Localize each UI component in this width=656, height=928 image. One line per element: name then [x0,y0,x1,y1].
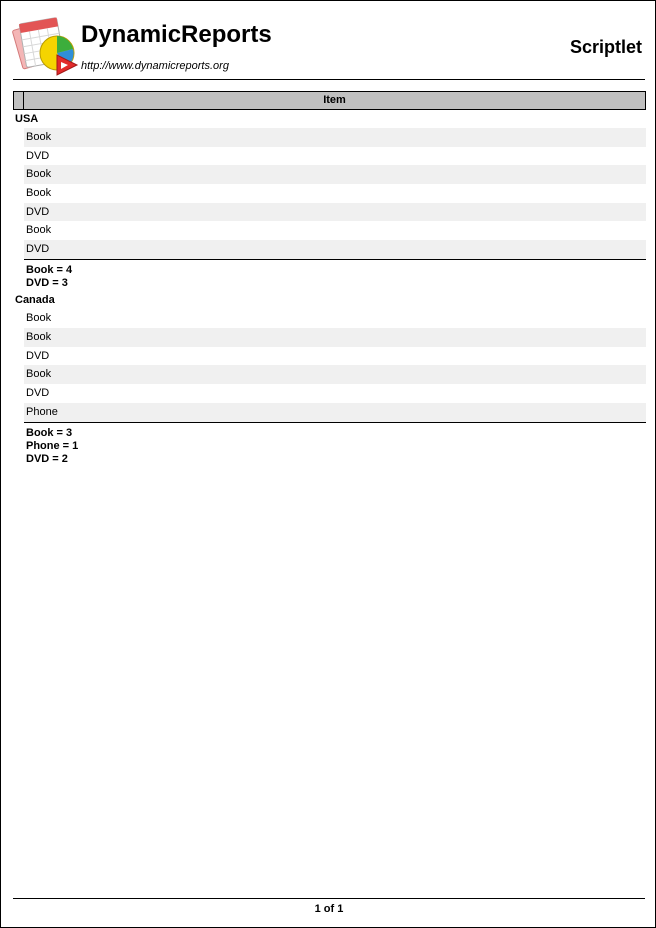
column-header-item: Item [24,91,646,110]
table-row: Book [24,184,646,203]
summary-line: DVD = 3 [26,277,68,290]
group-summary-usa [24,259,646,291]
table-row: DVD [24,147,646,166]
summary-line: Book = 3 [26,426,73,439]
group-rows-canada [24,309,646,421]
table-row: Book [24,165,646,184]
dynamicreports-logo-icon [11,15,79,77]
report-body [13,110,646,467]
group-header-canada: Canada [15,294,55,307]
table-row: Book [24,221,646,240]
table-row: DVD [24,203,646,222]
table-row: DVD [24,240,646,259]
page-number: 1 of 1 [314,903,344,915]
summary-line: Phone = 1 [26,439,79,452]
group-rows-usa [24,128,646,259]
summary-line: Book = 4 [26,263,73,276]
column-header-row [13,91,646,110]
table-row: Book [24,309,646,328]
summary-line: DVD = 2 [26,453,68,466]
brand-title: DynamicReports [81,21,272,48]
group-gutter-header [13,91,24,110]
table-row: Phone [24,403,646,422]
group-summary-canada [24,422,646,467]
table-row: Book [24,328,646,347]
table-row: Book [24,128,646,147]
report-title: Scriptlet [569,37,642,57]
table-row: DVD [24,347,646,366]
table-row: DVD [24,384,646,403]
brand-url[interactable]: http://www.dynamicreports.org [81,60,229,72]
footer-divider [13,898,645,899]
table-row: Book [24,365,646,384]
title-divider [13,79,645,80]
group-header-usa: USA [15,113,39,125]
